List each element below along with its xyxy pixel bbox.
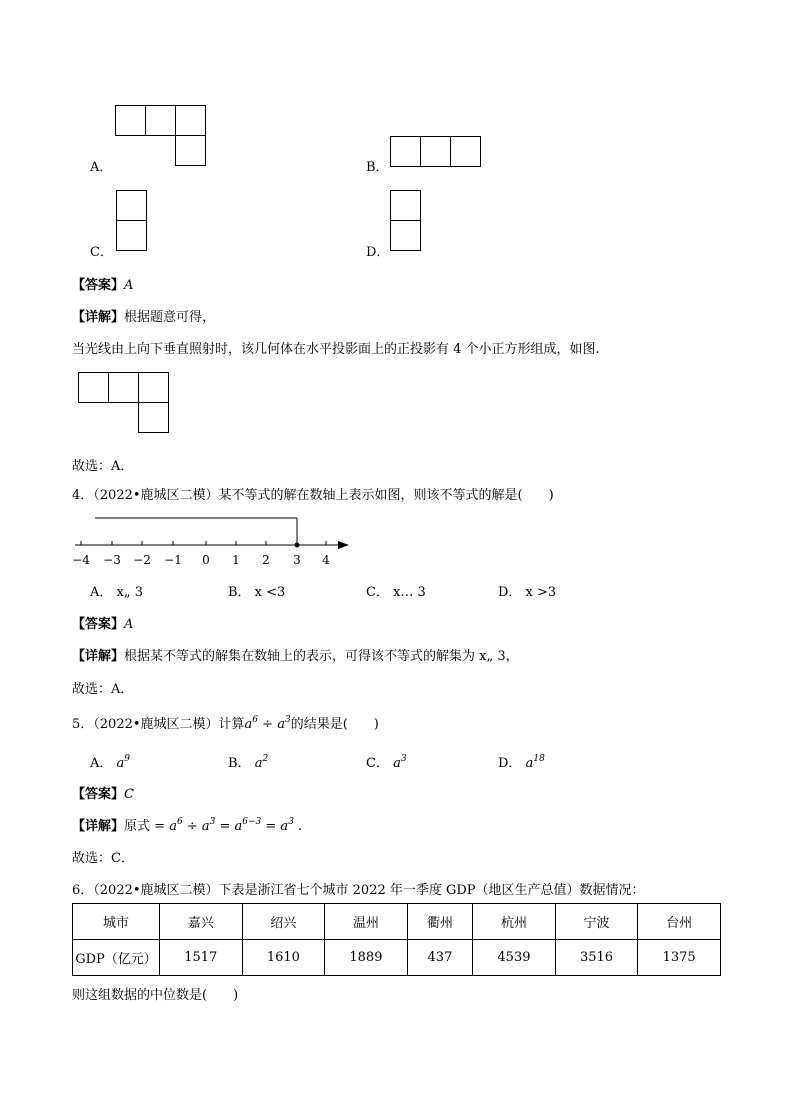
table-row (73, 940, 721, 976)
tick-label: 2 (262, 553, 270, 567)
q4-option-a: A． x„ 3 (90, 585, 143, 600)
q4-option-d: D． x >3 (498, 585, 557, 600)
option-label: B． (366, 160, 389, 175)
q5-stem: 5．（2022•鹿城区二模）计算$a^6 \div a^3$的结果是( ) (72, 714, 379, 732)
square (390, 220, 421, 251)
math-expression: = $a^6 \div a^3 = a^{6-3} = a^3$ (150, 816, 294, 834)
q3-answer: 【答案】A (72, 278, 134, 293)
q3-conclusion: 故选：A． (72, 459, 134, 474)
q3-detail-line2: 当光线由上向下垂直照射时，该几何体在水平投影面上的正投影有 4 个小正方形组成，如图. (72, 342, 600, 357)
square (108, 372, 139, 403)
ticks (81, 541, 326, 545)
square (115, 105, 146, 136)
table-cell: 绍兴 (242, 904, 325, 940)
table-cell: GDP（亿元） (73, 940, 160, 976)
square (175, 105, 206, 136)
option-label: A． (90, 160, 113, 175)
gdp-table (72, 903, 721, 976)
table-cell: 1375 (638, 940, 721, 976)
q5-detail: 【详解】原式 = $a^6 \div a^3 = a^{6-3} = a^3$ . (72, 816, 303, 834)
q4-conclusion: 故选：A． (72, 682, 134, 697)
square (420, 136, 451, 167)
table-cell: 嘉兴 (160, 904, 243, 940)
q4-stem: 4．（2022•鹿城区二模）某不等式的解在数轴上表示如图，则该不等式的解是( ) (72, 488, 554, 503)
table-cell: 温州 (325, 904, 408, 940)
math-expression: $a^6 \div a^3$ (244, 714, 291, 732)
square (175, 135, 206, 166)
tick-label: 4 (322, 553, 330, 567)
q6-followup: 则这组数据的中位数是( ) (72, 988, 239, 1003)
table-cell: 杭州 (473, 904, 556, 940)
q4-answer: 【答案】A (72, 617, 134, 632)
tick-label: −2 (133, 553, 151, 567)
square (138, 402, 169, 433)
q5-answer: 【答案】C (72, 787, 134, 802)
square (116, 220, 147, 251)
table-cell: 1610 (242, 940, 325, 976)
tick-label: 3 (293, 553, 301, 567)
table-cell: 4539 (473, 940, 556, 976)
number-line (70, 510, 360, 570)
table-cell: 衢州 (407, 904, 472, 940)
q4-option-b: B． x <3 (228, 585, 286, 600)
tick-label: 1 (232, 553, 240, 567)
q5-option-d: D． $a^{18}$ (498, 753, 545, 771)
option-label: C． (90, 245, 113, 260)
q5-option-c: C． $a^3$ (366, 753, 407, 771)
option-label: D． (366, 245, 390, 260)
square (78, 372, 109, 403)
square (450, 136, 481, 167)
tick-label: −4 (72, 553, 90, 567)
table-cell: 437 (407, 940, 472, 976)
q6-stem: 6．（2022•鹿城区二模）下表是浙江省七个城市 2022 年一季度 GDP（地区生产总值）数据情况： (72, 883, 645, 898)
table-cell: 台州 (638, 904, 721, 940)
square (145, 105, 176, 136)
square (116, 190, 147, 221)
table-cell: 宁波 (555, 904, 638, 940)
tick-label: 0 (202, 553, 210, 567)
q4-detail: 【详解】根据某不等式的解集在数轴上的表示，可得该不等式的解集为 x„ 3， (72, 649, 519, 664)
q5-conclusion: 故选：C． (72, 851, 134, 866)
axis-arrow (338, 541, 349, 549)
q4-option-c: C． x… 3 (366, 585, 426, 600)
table-cell: 城市 (73, 904, 160, 940)
tick-label: −3 (103, 553, 121, 567)
q5-option-a: A． $a^9$ (90, 753, 131, 771)
q5-option-b: B． $a^2$ (228, 753, 269, 771)
table-cell: 1517 (160, 940, 243, 976)
square (138, 372, 169, 403)
table-cell: 1889 (325, 940, 408, 976)
tick-label: −1 (164, 553, 182, 567)
q3-detail: 【详解】根据题意可得， (72, 310, 216, 325)
square (390, 136, 421, 167)
table-row (73, 904, 721, 940)
table-cell: 3516 (555, 940, 638, 976)
square (390, 190, 421, 221)
